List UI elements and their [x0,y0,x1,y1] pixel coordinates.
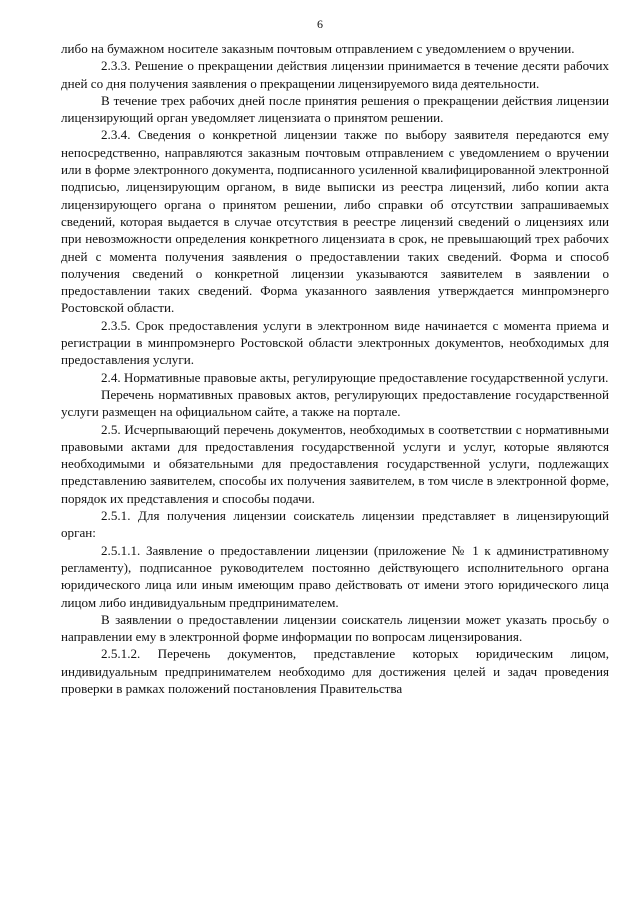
page-number: 6 [317,17,323,31]
paragraph-regulations-list: Перечень нормативных правовых актов, регулирующих предоставление государственной услуги размещен на официальном сайте, а также на портале. [61,386,609,420]
paragraph-2-3-5: 2.3.5. Срок предоставления услуги в электронном виде начинается с момента приема и регистрации в минпромэнерго Ростовской области электронных документов, необходимых для предоставления услуги. [61,317,609,368]
paragraph-notification: В течение трех рабочих дней после принятия решения о прекращении действия лицензии лицензирующий орган уведомляет лицензиата о принятом решении. [61,92,609,126]
section-heading-2-5: 2.5. Исчерпывающий перечень документов, необходимых в соответствии с нормативными правовыми актами для предоставления государственной услуги и услуг, которые являются необходимыми и обязательными для предоставления государственной услуги, подлежащих представлению заявителем, способы их получения заявителем, в том числе в электронной форме, порядок их представления и способы подачи. [61,421,609,506]
paragraph-2-5-1: 2.5.1. Для получения лицензии соискатель лицензии представляет в лицензирующий орган: [61,508,609,541]
paragraph-2-5-1-1: 2.5.1.1. Заявление о предоставлении лицензии (приложение № 1 к административному регламенту), подписанное руководителем постоянно действующего исполнительного органа юридического лица или иным имеющим право действовать от имени этого юридического лица лицом либо индивидуальным предпринимателем. [61,542,609,610]
section-heading-2-4: 2.4. Нормативные правовые акты, регулирующие предоставление государственной услуги. [101,369,609,385]
paragraph-2-5-1-2: 2.5.1.2. Перечень документов, представление которых юридическим лицом, индивидуальным предпринимателем необходимо для достижения целей и задач проведения проверки в рамках положений постановления Правительства [61,646,609,696]
paragraph-2-3-3: 2.3.3. Решение о прекращении действия лицензии принимается в течение десяти рабочих дней со дня получения заявления о прекращении лицензируемого вида деятельности. [61,58,609,91]
paragraph-electronic-request: В заявлении о предоставлении лицензии соискатель лицензии может указать просьбу о направлении ему в электронной форме информации по вопросам лицензирования. [61,611,609,645]
paragraph-continuation: либо на бумажном носителе заказным почтовым отправлением с уведомлением о вручении. [61,41,575,56]
paragraph-2-3-4: 2.3.4. Сведения о конкретной лицензии также по выбору заявителя передаются ему непосредственно, направляются заказным почтовым отправлением с уведомлением о вручении или в форме электронного документа, подписанного усиленной квалифицированной электронной подписью, лицензирующим органом, в виде выписки из реестра лицензий, либо копии акта лицензирующего органа о принятом решении, либо справки об отсутствии запрашиваемых сведений, которая выдается в случае отсутствия в реестре лицензий сведений о лицензиях или при невозможности определения конкретного лицензиата в срок, не превышающий трех рабочих дней с момента получения заявления о предоставлении таких сведений. Форма и способ получения сведений о конкретной лицензии указываются заявителем в заявлении о предоставлении таких сведений. Форма указанного заявления утверждается минпромэнерго Ростовской области. [61,127,609,316]
document-body [61,40,609,697]
